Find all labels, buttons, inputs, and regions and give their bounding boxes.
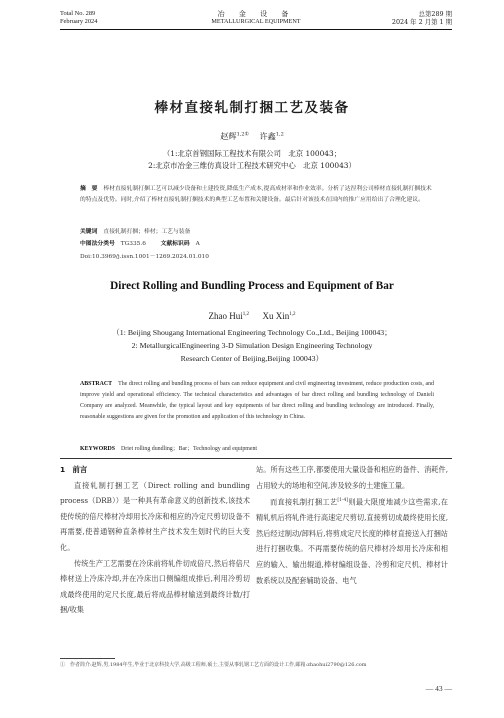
- body-paragraph: [256, 493, 448, 588]
- keywords-label-en: KEYWORDS: [80, 446, 116, 452]
- authors-cn: [0, 131, 504, 142]
- authors-en: [0, 311, 504, 321]
- affiliation-en-2: 2: MetallurgicalEngineering 3-D Simulation Design Engineering Technology: [131, 341, 373, 350]
- author-affiliation-mark: 1,2: [275, 131, 284, 138]
- abstract-text-cn: 棒材直接轧制打捆工艺可以减少设备和土建投资,降低生产成本,提高成材率和作业效率。分析了达涅利公司棒材直接轧制打捆技术的特点及优势。同时,介绍了棒材直接轧制打捆技术的典型工艺布置和关键设备。最后针对该技术在国内的推广应用给出了合理化建议。: [80, 186, 432, 203]
- issue-date-cn: 2024 年 2 月第 1 期: [391, 18, 452, 26]
- clc-value: TG335.6: [120, 241, 146, 247]
- issue-date-en: February 2024: [60, 18, 98, 25]
- section-rule: [60, 458, 452, 459]
- affiliation-cn-2: 2:北京市冶金三维仿真设计工程技术研究中心 北京 100043）: [148, 161, 356, 170]
- affiliation-cn-1: （1:北京首钢国际工程技术有限公司 北京 100043；: [162, 149, 342, 158]
- affiliation-en-3: Research Center of Beijing,Beijing 100043）: [180, 354, 324, 363]
- body-paragraph: 直接轧制打捆工艺（Direct rolling and bundling process（DRB））是一种具有革命意义的创新技术,该技术使传统的倍尺棒材冷却用长冷床和相应的冷定尺剪切设备不再需要,使普通钢种直条棒材生产技术发生划时代的巨大变化。: [60, 480, 250, 552]
- keywords-cn: [80, 227, 434, 238]
- abstract-label-en: ABSTRACT: [80, 381, 113, 387]
- total-number-cn: 总第289 期: [418, 10, 452, 18]
- keywords-label-cn: 关键词: [80, 229, 98, 235]
- journal-name-en: METALLURGICAL EQUIPMENT: [211, 18, 301, 25]
- author-name: 赵辉: [220, 131, 237, 141]
- keywords-text-en: Driet rolling dundling；Bar；Technology and equipment: [121, 446, 258, 452]
- body-text: 则最大限度地减少这些需求,在精轧机后将轧件进行高速定尺剪切,直接剪切成最终使用长度,然后经过制动/卸料后,将剪成定尺长度的棒材直接送入打捆站进行打捆收集。不再需要传统的倍尺棒材冷却用长冷床和相应的输入、输出辊道,棒材编组设备、冷剪和定尺机、棒材计数系统以及配套辅助设备、电气: [256, 497, 448, 585]
- doi: Doi:10.3969/j.issn.1001－1269.2024.01.010: [80, 254, 209, 260]
- document-code-label: 文献标识码: [160, 241, 190, 247]
- keywords-text-cn: 直接轧制打捆；棒材；工艺与装备: [103, 229, 191, 235]
- body-column-right: [256, 462, 448, 588]
- affiliation-en-1: （1: Beijing Shougang International Engineering Technology Co.,Ltd., Beijing 100043；: [112, 328, 392, 337]
- citation-mark: [1-4]: [337, 498, 349, 504]
- abstract-en: [80, 379, 434, 423]
- author-name: 许鑫: [259, 131, 276, 141]
- classification-cn: [80, 239, 434, 250]
- body-paragraph: 传统生产工艺需要在冷床前将轧件切成倍尺,然后将倍尺棒材送上冷床冷却,并在冷床出口侧编组成排后,利用冷剪切成最终使用的定尺长度,最后将成品棒材输送到最终计数/打捆/收集: [60, 558, 250, 615]
- author-name: Xu Xin: [262, 311, 290, 321]
- clc-label: 中图法分类号: [80, 241, 115, 247]
- abstract-cn: [80, 184, 434, 205]
- author-affiliation-mark: 1,2①: [236, 131, 250, 138]
- article-title-cn: 棒材直接轧制打捆工艺及装备: [154, 100, 350, 116]
- author-affiliation-mark: 1,2: [289, 312, 296, 317]
- body-column-left: [60, 462, 250, 618]
- author-name: Zhao Hui: [208, 311, 243, 321]
- total-number-en: Total No. 289: [60, 10, 96, 17]
- author-affiliation-mark: 1,2: [242, 312, 249, 317]
- page-number: — 43 —: [425, 684, 452, 693]
- footnote-rule: [60, 658, 115, 659]
- document-code-value: A: [195, 241, 200, 247]
- header-rule: [60, 29, 452, 30]
- journal-name-cn: 冶 金 设 备: [217, 10, 295, 18]
- abstract-label-cn: 摘 要: [80, 186, 98, 192]
- keywords-en: [80, 444, 434, 455]
- body-paragraph: 站。所有这些工序,都要使用大量设备和相应的备件、消耗件,占用较大的场地和空间,涉及较多的土建施工量。: [256, 465, 448, 490]
- body-text: 而直接轧制打捆工艺: [270, 497, 338, 507]
- section-heading: 1 前言: [60, 465, 88, 474]
- abstract-text-en: The direct rolling and bundling process of bars can reduce equipment and civil engineering investment, reduce production costs, and improve yield and operational efficiency. The technical characteristics and advantages of bar direct rolling and bundling technology of Danieli Company are analyzed. Meanwhile, the typical layout and key equipments of bar direct rolling and bundling technology are introduced. Finally, reasonable suggestions are given for the promotion and application of this technology in China.: [80, 381, 434, 420]
- header-right: [392, 10, 452, 26]
- author-footnote: ① 作者简介:赵辉,男,1984年生,毕业于北京科技大学,高级工程师,硕士,主要从事轧钢工艺方面的设计工作,邮箱:zhaohui2790@126.com: [60, 662, 367, 668]
- article-title-en: Direct Rolling and Bundling Process and Equipment of Bar: [110, 280, 394, 292]
